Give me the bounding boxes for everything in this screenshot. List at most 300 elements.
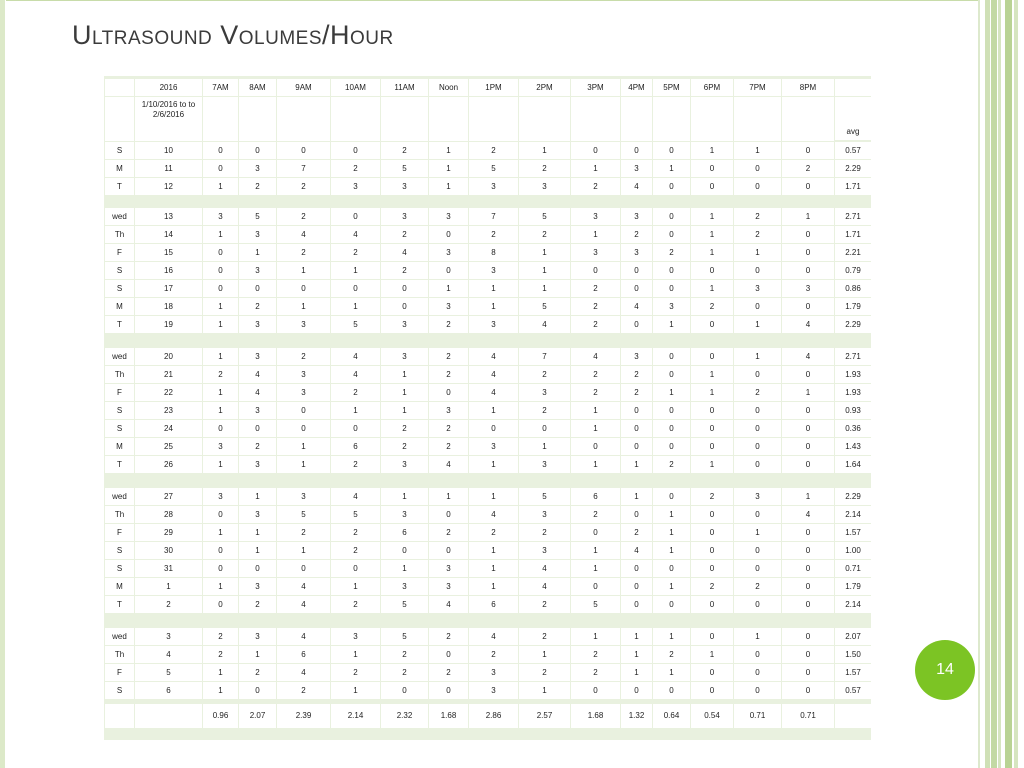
row-value-cell: 2 <box>691 488 733 505</box>
row-average: 2.21 <box>835 244 871 261</box>
row-value-cell: 1 <box>653 506 690 523</box>
row-value-cell: 0 <box>653 348 690 365</box>
row-value-cell: 2 <box>691 298 733 315</box>
row-day-label: wed <box>105 348 134 365</box>
row-value-cell: 0 <box>691 178 733 195</box>
slide-title: Ultrasound Volumes/Hour <box>72 20 394 50</box>
row-value-cell: 0 <box>691 628 733 645</box>
header-blank-cell <box>203 97 238 141</box>
row-value-cell: 1 <box>429 488 468 505</box>
row-value-cell: 1 <box>621 664 652 681</box>
row-value-cell: 2 <box>381 438 428 455</box>
row-value-cell: 1 <box>653 628 690 645</box>
row-value-cell: 3 <box>519 384 570 401</box>
header-blank-cell <box>519 97 570 141</box>
row-value-cell: 1 <box>277 456 330 473</box>
row-value-cell: 0 <box>782 142 834 159</box>
row-value-cell: 0 <box>331 560 380 577</box>
row-value-cell: 0 <box>653 420 690 437</box>
row-value-cell: 6 <box>571 488 620 505</box>
row-average: 0.79 <box>835 262 871 279</box>
row-value-cell: 3 <box>331 628 380 645</box>
row-value-cell: 0 <box>691 664 733 681</box>
row-value-cell: 2 <box>429 628 468 645</box>
header-hour-8am: 8AM <box>239 79 276 96</box>
row-value-cell: 3 <box>381 348 428 365</box>
row-value-cell: 1 <box>203 316 238 333</box>
row-average: 0.36 <box>835 420 871 437</box>
row-value-cell: 3 <box>621 348 652 365</box>
row-value-cell: 3 <box>239 316 276 333</box>
row-value-cell: 3 <box>469 316 518 333</box>
row-value-cell: 2 <box>571 280 620 297</box>
row-value-cell: 2 <box>203 646 238 663</box>
row-value-cell: 0 <box>277 142 330 159</box>
row-date: 21 <box>135 366 202 383</box>
row-value-cell: 2 <box>653 646 690 663</box>
row-value-cell: 0 <box>277 402 330 419</box>
row-value-cell: 3 <box>239 628 276 645</box>
row-date: 17 <box>135 280 202 297</box>
row-day-label: F <box>105 664 134 681</box>
row-value-cell: 3 <box>429 298 468 315</box>
row-value-cell: 1 <box>782 488 834 505</box>
row-average: 2.71 <box>835 348 871 365</box>
row-day-label: Th <box>105 226 134 243</box>
header-hour-1pm: 1PM <box>469 79 518 96</box>
row-value-cell: 2 <box>331 456 380 473</box>
row-value-cell: 5 <box>519 208 570 225</box>
row-value-cell: 1 <box>277 298 330 315</box>
row-date: 16 <box>135 262 202 279</box>
row-day-label: wed <box>105 488 134 505</box>
footer-blank-cell <box>135 704 202 728</box>
header-hour-10am: 10AM <box>331 79 380 96</box>
row-value-cell: 0 <box>691 524 733 541</box>
row-average: 1.93 <box>835 384 871 401</box>
row-value-cell: 0 <box>734 506 781 523</box>
row-value-cell: 4 <box>782 316 834 333</box>
header-blank-cell <box>653 97 690 141</box>
row-value-cell: 2 <box>277 348 330 365</box>
row-value-cell: 1 <box>469 456 518 473</box>
row-value-cell: 1 <box>653 524 690 541</box>
header-hour-9am: 9AM <box>277 79 330 96</box>
row-value-cell: 1 <box>469 280 518 297</box>
row-value-cell: 0 <box>782 420 834 437</box>
row-value-cell: 4 <box>239 384 276 401</box>
hour-average-cell: 2.86 <box>469 704 518 728</box>
row-value-cell: 1 <box>203 226 238 243</box>
row-value-cell: 0 <box>203 560 238 577</box>
hour-average-cell: 2.14 <box>331 704 380 728</box>
row-value-cell: 7 <box>277 160 330 177</box>
header-blank-cell <box>105 79 134 96</box>
row-date: 13 <box>135 208 202 225</box>
row-date: 22 <box>135 384 202 401</box>
row-date: 23 <box>135 402 202 419</box>
row-value-cell: 0 <box>653 280 690 297</box>
row-value-cell: 0 <box>203 262 238 279</box>
row-value-cell: 3 <box>469 664 518 681</box>
hour-average-cell: 0.54 <box>691 704 733 728</box>
row-value-cell: 5 <box>519 298 570 315</box>
page-number-badge: 14 <box>915 640 975 700</box>
row-date: 5 <box>135 664 202 681</box>
row-value-cell: 0 <box>734 160 781 177</box>
row-value-cell: 1 <box>734 524 781 541</box>
row-day-label: T <box>105 456 134 473</box>
row-value-cell: 4 <box>331 366 380 383</box>
row-value-cell: 1 <box>571 560 620 577</box>
row-value-cell: 2 <box>621 524 652 541</box>
row-value-cell: 1 <box>203 578 238 595</box>
row-day-label: F <box>105 524 134 541</box>
row-value-cell: 3 <box>469 262 518 279</box>
row-value-cell: 2 <box>519 402 570 419</box>
row-value-cell: 0 <box>621 142 652 159</box>
row-day-label: T <box>105 178 134 195</box>
row-value-cell: 2 <box>571 298 620 315</box>
row-date: 11 <box>135 160 202 177</box>
slide-top-frame-line <box>6 0 978 1</box>
row-value-cell: 2 <box>381 646 428 663</box>
row-value-cell: 2 <box>277 178 330 195</box>
row-value-cell: 3 <box>239 402 276 419</box>
header-hour-8pm: 8PM <box>782 79 834 96</box>
row-value-cell: 1 <box>239 542 276 559</box>
row-day-label: S <box>105 280 134 297</box>
row-value-cell: 0 <box>782 402 834 419</box>
row-value-cell: 2 <box>381 262 428 279</box>
row-value-cell: 1 <box>239 646 276 663</box>
hour-average-cell: 2.07 <box>239 704 276 728</box>
row-value-cell: 0 <box>691 160 733 177</box>
header-blank-cell <box>277 97 330 141</box>
row-date: 14 <box>135 226 202 243</box>
row-value-cell: 0 <box>653 438 690 455</box>
row-average: 1.93 <box>835 366 871 383</box>
row-value-cell: 1 <box>381 366 428 383</box>
row-value-cell: 1 <box>469 560 518 577</box>
row-value-cell: 2 <box>571 506 620 523</box>
row-value-cell: 0 <box>734 438 781 455</box>
row-value-cell: 1 <box>203 348 238 365</box>
row-value-cell: 2 <box>519 160 570 177</box>
row-value-cell: 2 <box>734 384 781 401</box>
row-value-cell: 1 <box>571 456 620 473</box>
row-value-cell: 0 <box>571 682 620 699</box>
row-value-cell: 0 <box>203 280 238 297</box>
row-value-cell: 3 <box>203 488 238 505</box>
row-value-cell: 2 <box>621 366 652 383</box>
row-average: 2.07 <box>835 628 871 645</box>
row-value-cell: 1 <box>331 646 380 663</box>
row-date: 15 <box>135 244 202 261</box>
row-value-cell: 2 <box>331 524 380 541</box>
row-value-cell: 2 <box>469 646 518 663</box>
row-value-cell: 5 <box>239 208 276 225</box>
row-value-cell: 2 <box>277 682 330 699</box>
row-value-cell: 2 <box>469 226 518 243</box>
row-value-cell: 0 <box>621 316 652 333</box>
row-value-cell: 0 <box>734 366 781 383</box>
row-value-cell: 0 <box>621 262 652 279</box>
header-hour-6pm: 6PM <box>691 79 733 96</box>
row-value-cell: 0 <box>734 560 781 577</box>
row-value-cell: 1 <box>381 488 428 505</box>
row-average: 1.00 <box>835 542 871 559</box>
row-value-cell: 1 <box>331 578 380 595</box>
row-value-cell: 0 <box>691 420 733 437</box>
row-value-cell: 0 <box>239 142 276 159</box>
row-value-cell: 2 <box>429 438 468 455</box>
row-value-cell: 2 <box>331 384 380 401</box>
slide-left-edge <box>0 0 5 768</box>
header-hour-noon: Noon <box>429 79 468 96</box>
row-value-cell: 1 <box>691 384 733 401</box>
row-value-cell: 5 <box>381 160 428 177</box>
row-value-cell: 2 <box>519 226 570 243</box>
hour-average-cell: 0.71 <box>734 704 781 728</box>
row-day-label: wed <box>105 208 134 225</box>
row-value-cell: 4 <box>331 226 380 243</box>
hour-average-cell: 2.39 <box>277 704 330 728</box>
row-value-cell: 3 <box>277 316 330 333</box>
row-value-cell: 0 <box>429 682 468 699</box>
header-hour-3pm: 3PM <box>571 79 620 96</box>
row-value-cell: 4 <box>239 366 276 383</box>
row-value-cell: 4 <box>277 226 330 243</box>
row-average: 2.14 <box>835 506 871 523</box>
row-value-cell: 0 <box>277 420 330 437</box>
row-value-cell: 1 <box>734 142 781 159</box>
row-value-cell: 3 <box>381 208 428 225</box>
row-value-cell: 0 <box>239 280 276 297</box>
row-value-cell: 3 <box>429 560 468 577</box>
row-value-cell: 3 <box>239 578 276 595</box>
row-date: 4 <box>135 646 202 663</box>
row-value-cell: 2 <box>239 438 276 455</box>
row-average: 2.14 <box>835 596 871 613</box>
row-value-cell: 1 <box>239 488 276 505</box>
row-value-cell: 2 <box>381 226 428 243</box>
volumes-table <box>104 76 871 740</box>
row-value-cell: 1 <box>469 578 518 595</box>
row-day-label: wed <box>105 628 134 645</box>
row-value-cell: 0 <box>277 280 330 297</box>
row-value-cell: 2 <box>571 178 620 195</box>
row-value-cell: 0 <box>203 506 238 523</box>
footer-blank-cell <box>835 704 871 728</box>
row-value-cell: 0 <box>331 280 380 297</box>
row-value-cell: 0 <box>653 226 690 243</box>
row-value-cell: 0 <box>429 226 468 243</box>
row-value-cell: 4 <box>429 456 468 473</box>
row-value-cell: 0 <box>734 646 781 663</box>
row-value-cell: 0 <box>691 348 733 365</box>
row-value-cell: 0 <box>381 298 428 315</box>
row-value-cell: 1 <box>331 402 380 419</box>
header-hour-7pm: 7PM <box>734 79 781 96</box>
row-day-label: S <box>105 420 134 437</box>
row-value-cell: 0 <box>782 178 834 195</box>
row-value-cell: 3 <box>734 280 781 297</box>
row-value-cell: 3 <box>239 160 276 177</box>
row-value-cell: 6 <box>469 596 518 613</box>
row-value-cell: 3 <box>203 208 238 225</box>
row-value-cell: 0 <box>571 438 620 455</box>
row-value-cell: 0 <box>429 542 468 559</box>
row-value-cell: 3 <box>734 488 781 505</box>
row-value-cell: 0 <box>734 596 781 613</box>
row-value-cell: 4 <box>429 596 468 613</box>
row-value-cell: 0 <box>691 542 733 559</box>
row-value-cell: 2 <box>429 366 468 383</box>
row-value-cell: 2 <box>331 244 380 261</box>
row-value-cell: 0 <box>381 682 428 699</box>
row-value-cell: 0 <box>331 142 380 159</box>
row-date: 19 <box>135 316 202 333</box>
row-value-cell: 3 <box>571 244 620 261</box>
row-date: 24 <box>135 420 202 437</box>
row-date: 31 <box>135 560 202 577</box>
row-value-cell: 2 <box>519 366 570 383</box>
row-day-label: S <box>105 262 134 279</box>
header-blank-cell <box>105 97 134 141</box>
row-value-cell: 1 <box>203 524 238 541</box>
row-value-cell: 0 <box>653 142 690 159</box>
row-value-cell: 1 <box>519 280 570 297</box>
row-value-cell: 0 <box>782 366 834 383</box>
row-value-cell: 3 <box>277 384 330 401</box>
row-value-cell: 1 <box>469 298 518 315</box>
row-value-cell: 3 <box>239 506 276 523</box>
row-value-cell: 0 <box>691 682 733 699</box>
row-value-cell: 4 <box>519 578 570 595</box>
row-value-cell: 5 <box>469 160 518 177</box>
row-value-cell: 1 <box>519 142 570 159</box>
row-value-cell: 2 <box>331 542 380 559</box>
row-value-cell: 2 <box>239 596 276 613</box>
header-hour-2pm: 2PM <box>519 79 570 96</box>
row-day-label: Th <box>105 646 134 663</box>
row-day-label: S <box>105 402 134 419</box>
row-value-cell: 1 <box>691 646 733 663</box>
row-value-cell: 3 <box>429 208 468 225</box>
header-date-range: 1/10/2016 to to 2/6/2016 <box>135 97 202 141</box>
row-value-cell: 0 <box>782 578 834 595</box>
row-date: 27 <box>135 488 202 505</box>
row-value-cell: 1 <box>203 178 238 195</box>
row-value-cell: 3 <box>469 682 518 699</box>
row-value-cell: 0 <box>203 142 238 159</box>
row-value-cell: 1 <box>571 226 620 243</box>
row-value-cell: 0 <box>691 402 733 419</box>
row-value-cell: 5 <box>331 506 380 523</box>
row-value-cell: 7 <box>519 348 570 365</box>
row-value-cell: 2 <box>571 664 620 681</box>
row-value-cell: 1 <box>571 160 620 177</box>
row-value-cell: 0 <box>782 542 834 559</box>
row-average: 1.79 <box>835 578 871 595</box>
row-value-cell: 1 <box>519 438 570 455</box>
row-value-cell: 4 <box>469 628 518 645</box>
row-value-cell: 1 <box>519 646 570 663</box>
row-value-cell: 2 <box>621 226 652 243</box>
row-value-cell: 3 <box>331 178 380 195</box>
header-blank-cell <box>621 97 652 141</box>
row-value-cell: 1 <box>381 384 428 401</box>
row-value-cell: 1 <box>691 142 733 159</box>
row-value-cell: 0 <box>571 524 620 541</box>
header-blank-cell <box>571 97 620 141</box>
row-value-cell: 4 <box>469 506 518 523</box>
row-value-cell: 3 <box>203 438 238 455</box>
row-value-cell: 0 <box>782 262 834 279</box>
row-value-cell: 0 <box>691 438 733 455</box>
row-value-cell: 1 <box>734 348 781 365</box>
row-value-cell: 1 <box>653 664 690 681</box>
row-value-cell: 2 <box>203 628 238 645</box>
row-value-cell: 0 <box>782 298 834 315</box>
row-value-cell: 1 <box>691 456 733 473</box>
row-value-cell: 2 <box>239 178 276 195</box>
row-value-cell: 3 <box>429 402 468 419</box>
row-value-cell: 4 <box>277 578 330 595</box>
footer-blank-cell <box>105 704 134 728</box>
row-value-cell: 0 <box>653 682 690 699</box>
row-value-cell: 4 <box>571 348 620 365</box>
row-day-label: F <box>105 384 134 401</box>
row-value-cell: 0 <box>782 456 834 473</box>
row-value-cell: 1 <box>571 420 620 437</box>
row-value-cell: 0 <box>203 160 238 177</box>
row-value-cell: 3 <box>519 542 570 559</box>
hour-average-cell: 1.32 <box>621 704 652 728</box>
row-value-cell: 0 <box>621 596 652 613</box>
row-date: 20 <box>135 348 202 365</box>
row-value-cell: 1 <box>239 524 276 541</box>
hour-average-cell: 1.68 <box>429 704 468 728</box>
row-value-cell: 0 <box>239 420 276 437</box>
row-value-cell: 0 <box>429 646 468 663</box>
header-year: 2016 <box>135 79 202 96</box>
row-value-cell: 1 <box>653 578 690 595</box>
row-value-cell: 0 <box>381 542 428 559</box>
row-value-cell: 0 <box>782 244 834 261</box>
row-average: 1.79 <box>835 298 871 315</box>
row-date: 1 <box>135 578 202 595</box>
row-average: 1.43 <box>835 438 871 455</box>
slide-right-edge-stripes <box>978 0 1024 768</box>
row-day-label: Th <box>105 506 134 523</box>
row-average: 1.50 <box>835 646 871 663</box>
header-blank-cell <box>691 97 733 141</box>
row-value-cell: 2 <box>734 226 781 243</box>
row-average: 0.71 <box>835 560 871 577</box>
row-value-cell: 0 <box>621 402 652 419</box>
row-value-cell: 0 <box>653 402 690 419</box>
row-value-cell: 1 <box>203 664 238 681</box>
row-value-cell: 1 <box>331 262 380 279</box>
row-value-cell: 3 <box>519 456 570 473</box>
row-value-cell: 3 <box>239 456 276 473</box>
row-value-cell: 1 <box>571 628 620 645</box>
row-value-cell: 1 <box>782 208 834 225</box>
row-value-cell: 1 <box>203 456 238 473</box>
row-value-cell: 1 <box>653 316 690 333</box>
